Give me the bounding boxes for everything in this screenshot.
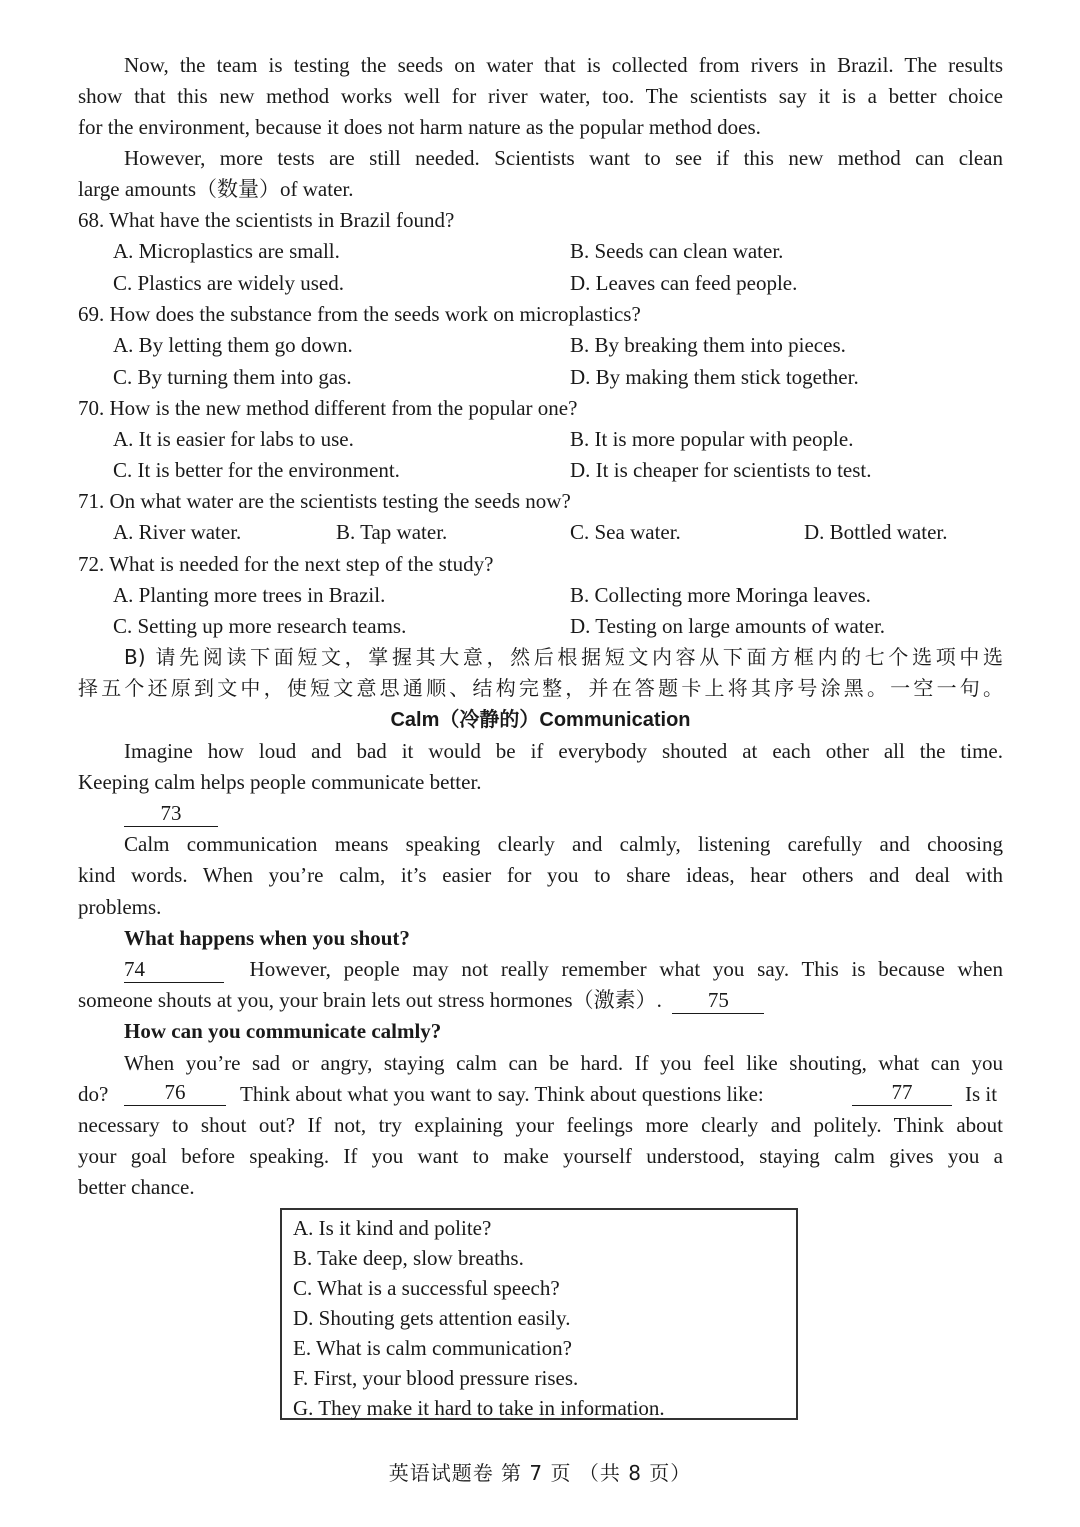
section-b-instructions: 择五个还原到文中，使短文意思通顺、结构完整，并在答题卡上将其序号涂黑。一空一句。 <box>78 676 1003 700</box>
paragraph-line: Now, the team is testing the seeds on water that is collected from rivers in Brazil. The results <box>124 53 1003 77</box>
option-a: A. By letting them go down. <box>113 333 353 357</box>
option-d: D. By making them stick together. <box>570 365 859 389</box>
box-option-c: C. What is a successful speech? <box>293 1276 560 1300</box>
paragraph-line-75 <box>78 985 1003 1016</box>
sentence-text: someone shouts at you, your brain lets out stress hormones（激素）. <box>78 988 662 1012</box>
options-row <box>0 330 1080 361</box>
option-d: D. Testing on large amounts of water. <box>570 614 886 638</box>
blank-77: 77 <box>852 1079 952 1106</box>
question-70: 70. How is the new method different from the popular one? <box>78 396 578 420</box>
options-row <box>0 580 1080 611</box>
paragraph-line: Keeping calm helps people communicate better. <box>78 770 482 794</box>
box-option-d: D. Shouting gets attention easily. <box>293 1306 571 1330</box>
sentence-text: However, people may not really remember what you say. This is because when <box>249 957 1004 981</box>
options-row <box>0 268 1080 299</box>
option-a: A. Microplastics are small. <box>113 239 340 263</box>
option-c: C. Plastics are widely used. <box>113 271 344 295</box>
options-row <box>0 424 1080 455</box>
passage-title: Calm（冷静的）Communication <box>390 709 691 731</box>
blank-73-line <box>124 798 324 829</box>
subheading-calm: How can you communicate calmly? <box>124 1019 442 1043</box>
option-d: D. Leaves can feed people. <box>570 271 798 295</box>
paragraph-line: Calm communication means speaking clearly and calmly, listening carefully and choosing <box>124 832 1003 856</box>
paragraph-line: kind words. When you’re calm, it’s easier for you to share ideas, hear others and deal with <box>78 863 1003 887</box>
sentence-text: do? <box>78 1082 109 1106</box>
option-d: D. Bottled water. <box>804 520 948 544</box>
options-row <box>0 236 1080 267</box>
option-a: A. It is easier for labs to use. <box>113 427 354 451</box>
paragraph-line-74 <box>124 954 1003 985</box>
option-c: C. Setting up more research teams. <box>113 614 407 638</box>
subheading-shout: What happens when you shout? <box>124 926 410 950</box>
section-b-instructions: B) 请先阅读下面短文，掌握其大意，然后根据短文内容从下面方框内的七个选项中选 <box>124 645 1003 669</box>
options-row <box>0 517 1080 548</box>
options-row <box>0 455 1080 486</box>
paragraph-line: show that this new method works well for river water, too. The scientists say it is a better choice <box>78 84 1003 108</box>
option-b: B. Seeds can clean water. <box>570 239 784 263</box>
blank-73: 73 <box>124 800 218 827</box>
option-c: C. By turning them into gas. <box>113 365 352 389</box>
blank-75: 75 <box>672 987 764 1014</box>
box-option-g: G. They make it hard to take in information. <box>293 1396 665 1420</box>
box-option-e: E. What is calm communication? <box>293 1336 572 1360</box>
option-c: C. Sea water. <box>570 520 681 544</box>
paragraph-line: When you’re sad or angry, staying calm can be hard. If you feel like shouting, what can you <box>124 1051 1003 1075</box>
sentence-text: Think about what you want to say. Think about questions like: <box>240 1082 764 1106</box>
question-72: 72. What is needed for the next step of the study? <box>78 552 494 576</box>
page-footer: 英语试题卷 第 7 页 （共 8 页） <box>388 1461 692 1485</box>
paragraph-line: necessary to shout out? If not, try explaining your feelings more clearly and politely. Think about <box>78 1113 1003 1137</box>
box-option-b: B. Take deep, slow breaths. <box>293 1246 524 1270</box>
paragraph-line: Imagine how loud and bad it would be if everybody shouted at each other all the time. <box>124 739 1003 763</box>
box-option-f: F. First, your blood pressure rises. <box>293 1366 579 1390</box>
paragraph-line: your goal before speaking. If you want to make yourself understood, staying calm gives you a <box>78 1144 1003 1168</box>
paragraph-line: large amounts（数量）of water. <box>78 177 354 201</box>
question-69: 69. How does the substance from the seeds work on microplastics? <box>78 302 641 326</box>
question-71: 71. On what water are the scientists testing the seeds now? <box>78 489 571 513</box>
paragraph-line: for the environment, because it does not harm nature as the popular method does. <box>78 115 761 139</box>
blank-76: 76 <box>124 1079 226 1106</box>
option-c: C. It is better for the environment. <box>113 458 400 482</box>
option-d: D. It is cheaper for scientists to test. <box>570 458 872 482</box>
option-b: B. By breaking them into pieces. <box>570 333 846 357</box>
options-row <box>0 362 1080 393</box>
paragraph-line: However, more tests are still needed. Scientists want to see if this new method can clean <box>124 146 1003 170</box>
question-68: 68. What have the scientists in Brazil found? <box>78 208 455 232</box>
blank-74: 74 <box>124 956 224 983</box>
option-b: B. Tap water. <box>336 520 448 544</box>
option-a: A. River water. <box>113 520 242 544</box>
option-a: A. Planting more trees in Brazil. <box>113 583 386 607</box>
option-b: B. It is more popular with people. <box>570 427 854 451</box>
paragraph-line: better chance. <box>78 1175 195 1199</box>
option-b: B. Collecting more Moringa leaves. <box>570 583 871 607</box>
options-box <box>280 1208 798 1420</box>
options-row <box>0 611 1080 642</box>
paragraph-line-76-77 <box>0 1079 1080 1110</box>
box-option-a: A. Is it kind and polite? <box>293 1216 492 1240</box>
paragraph-line: problems. <box>78 895 162 919</box>
sentence-text: Is it <box>965 1082 998 1106</box>
